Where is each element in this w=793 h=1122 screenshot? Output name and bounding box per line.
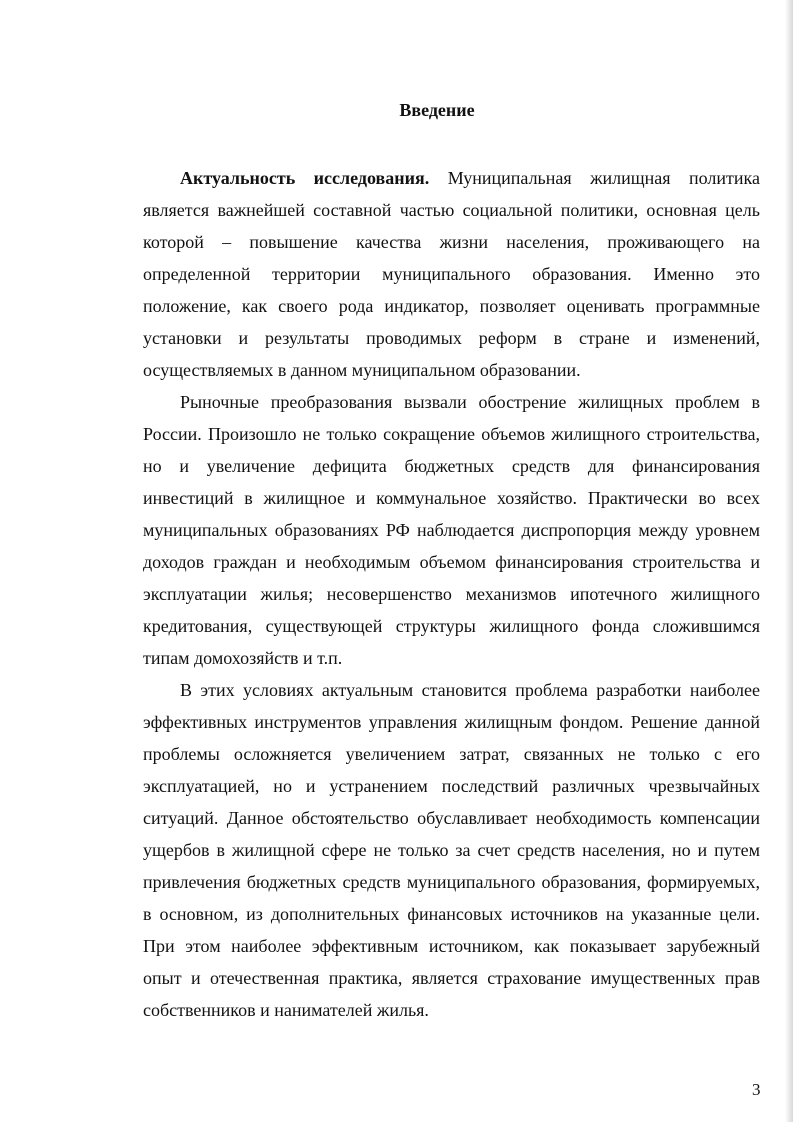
- text-line: ситуаций. Данное обстоятельство обуславливает необходимость компенсации: [143, 808, 760, 828]
- text-line: кредитования, существующей структуры жилищного фонда сложившимся: [143, 616, 760, 636]
- text-line: собственников и нанимателей жилья.: [143, 1000, 429, 1020]
- text-line: России. Произошло не только сокращение объемов жилищного строительства,: [143, 424, 760, 444]
- text-line-rest: Муниципальная жилищная политика: [447, 168, 760, 188]
- bold-lead: Актуальность исследования.: [180, 168, 430, 188]
- text-line: определенной территории муниципального образования. Именно это: [143, 264, 760, 284]
- text-line: эффективных инструментов управления жилищным фондом. Решение данной: [143, 712, 760, 732]
- paragraph-market: [143, 386, 760, 674]
- text-line: установки и результаты проводимых реформ в стране и изменений,: [143, 328, 760, 348]
- text-line: проблемы осложняется увеличением затрат, связанных не только с его: [143, 744, 760, 764]
- text-line: опыт и отечественная практика, является страхование имущественных прав: [143, 968, 760, 988]
- document-body: [143, 162, 760, 1026]
- text-line: но и увеличение дефицита бюджетных средств для финансирования: [143, 456, 760, 476]
- text-line: осуществляемых в данном муниципальном образовании.: [143, 360, 581, 380]
- text-line: в основном, из дополнительных финансовых источников на указанные цели.: [143, 904, 760, 924]
- page-number: 3: [752, 1080, 761, 1099]
- text-line: является важнейшей составной частью социальной политики, основная цель: [143, 200, 760, 220]
- text-line: доходов граждан и необходимым объемом финансирования строительства и: [143, 552, 760, 572]
- text-line: Рыночные преобразования вызвали обострение жилищных проблем в: [180, 392, 760, 412]
- text-line: эксплуатацией, но и устранением последствий различных чрезвычайных: [143, 776, 760, 796]
- text-line: типам домохозяйств и т.п.: [143, 648, 343, 668]
- text-line: эксплуатации жилья; несовершенство механизмов ипотечного жилищного: [143, 584, 760, 604]
- text-line: положение, как своего рода индикатор, позволяет оценивать программные: [143, 296, 760, 316]
- text-line: ущербов в жилищной сфере не только за счет средств населения, но и путем: [143, 840, 760, 860]
- scan-edge: [785, 0, 793, 1122]
- text-line: привлечения бюджетных средств муниципального образования, формируемых,: [143, 872, 760, 892]
- text-line: инвестиций в жилищное и коммунальное хозяйство. Практически во всех: [143, 488, 760, 508]
- text-line: При этом наиболее эффективным источником, как показывает зарубежный: [143, 936, 760, 956]
- page-title: Введение: [399, 100, 475, 120]
- text-line: [143, 162, 760, 194]
- text-line: В этих условиях актуальным становится проблема разработки наиболее: [180, 680, 760, 700]
- text-line: муниципальных образованиях РФ наблюдается диспропорция между уровнем: [143, 520, 760, 540]
- paragraph-relevance: [143, 162, 760, 386]
- paragraph-conditions: [143, 674, 760, 1026]
- text-line: которой – повышение качества жизни населения, проживающего на: [143, 232, 760, 252]
